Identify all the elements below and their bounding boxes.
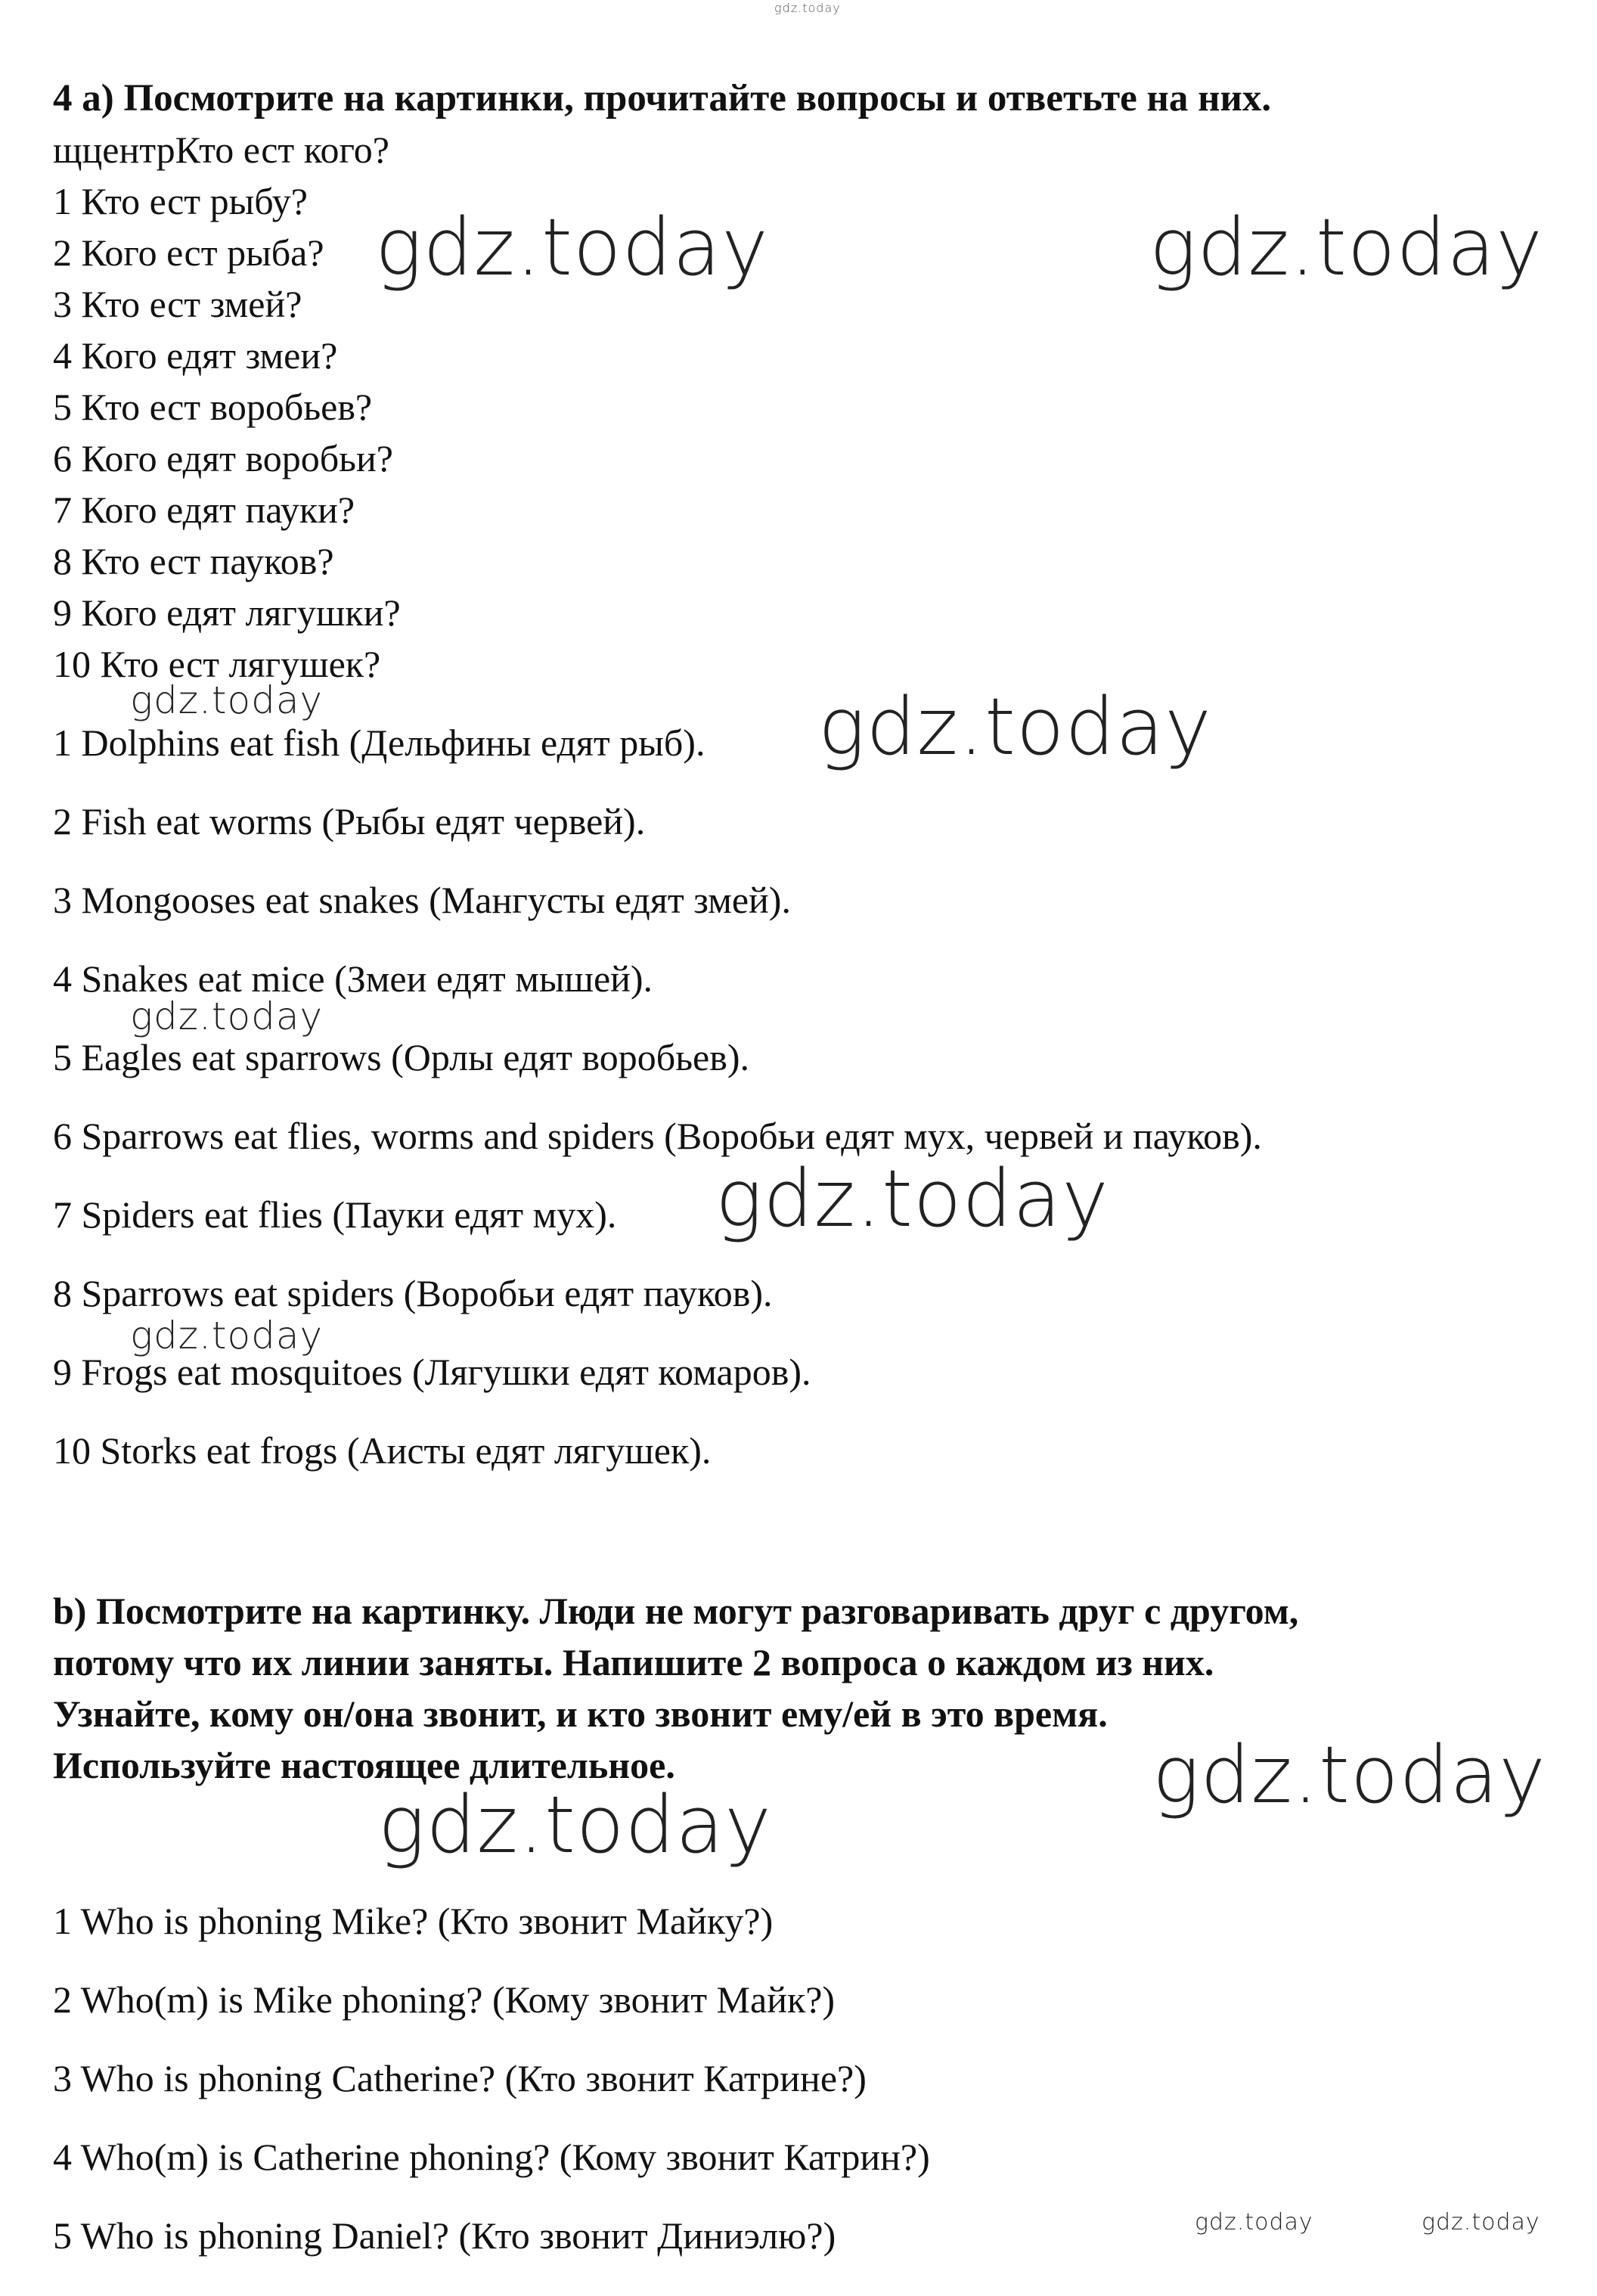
answer-item: 1 Dolphins eat fish (Дельфины едят рыб).	[53, 721, 705, 764]
question-item: 5 Кто ест воробьев?	[53, 386, 373, 428]
watermark: gdz.today	[818, 681, 1212, 773]
task-b-title-line: Используйте настоящее длительное.	[53, 1744, 675, 1786]
question-item: 8 Кто ест пауков?	[53, 540, 334, 582]
answer-item: 1 Who is phoning Mike? (Кто звонит Майку?)	[53, 1900, 774, 1942]
question-item: 4 Кого едят змеи?	[53, 334, 338, 377]
watermark: gdz.today	[130, 678, 324, 722]
watermark-top: gdz.today	[774, 1, 841, 15]
watermark: gdz.today	[1149, 201, 1543, 293]
watermark: gdz.today	[378, 1779, 772, 1871]
answer-item: 10 Storks eat frogs (Аисты едят лягушек).	[53, 1429, 712, 1472]
answer-item: 9 Frogs eat mosquitoes (Лягушки едят комаров).	[53, 1351, 811, 1393]
question-item: 6 Кого едят воробьи?	[53, 437, 393, 479]
answer-item: 8 Sparrows eat spiders (Воробьи едят пауков).	[53, 1272, 773, 1314]
answer-item: 5 Eagles eat sparrows (Орлы едят воробьев).	[53, 1036, 749, 1078]
watermark: gdz.today	[1422, 2209, 1540, 2235]
task-a-title: 4 a) Посмотрите на картинки, прочитайте вопросы и ответьте на них.	[53, 77, 1272, 119]
watermark: gdz.today	[1195, 2209, 1313, 2235]
question-item: 9 Кого едят лягушки?	[53, 591, 401, 634]
watermark: gdz.today	[715, 1153, 1109, 1245]
answer-item: 6 Sparrows eat flies, worms and spiders (Воробьи едят мух, червей и пауков).	[53, 1115, 1262, 1157]
question-item: 3 Кто ест змей?	[53, 283, 302, 325]
watermark: gdz.today	[130, 1314, 324, 1357]
task-b-title-line: Узнайте, кому он/она звонит, и кто звонит ему/ей в это время.	[53, 1693, 1108, 1735]
question-item: 2 Кого ест рыба?	[53, 231, 324, 274]
answer-item: 4 Who(m) is Catherine phoning? (Кому звонит Катрин?)	[53, 2136, 930, 2178]
answer-item: 7 Spiders eat flies (Пауки едят мух).	[53, 1193, 617, 1236]
answer-item: 3 Mongooses eat snakes (Мангусты едят змей).	[53, 879, 791, 921]
watermark: gdz.today	[375, 201, 769, 293]
task-b-title-line: потому что их линии заняты. Напишите 2 вопроса о каждом из них.	[53, 1641, 1214, 1683]
answer-item: 2 Fish eat worms (Рыбы едят червей).	[53, 800, 646, 842]
question-item: 1 Кто ест рыбу?	[53, 180, 308, 222]
watermark: gdz.today	[1152, 1729, 1546, 1821]
task-a-subtitle: щцентрКто ест кого?	[53, 129, 389, 171]
watermark: gdz.today	[130, 994, 324, 1038]
question-item: 7 Кого едят пауки?	[53, 489, 355, 531]
answer-item: 4 Snakes eat mice (Змеи едят мышей).	[53, 957, 653, 1000]
task-b-title-line: b) Посмотрите на картинку. Люди не могут разговаривать друг с другом,	[53, 1590, 1299, 1632]
answer-item: 5 Who is phoning Daniel? (Кто звонит Диниэлю?)	[53, 2214, 836, 2257]
answer-item: 3 Who is phoning Catherine? (Кто звонит Катрине?)	[53, 2057, 867, 2099]
answer-item: 2 Who(m) is Mike phoning? (Кому звонит Майк?)	[53, 1978, 836, 2021]
question-item: 10 Кто ест лягушек?	[53, 643, 381, 685]
